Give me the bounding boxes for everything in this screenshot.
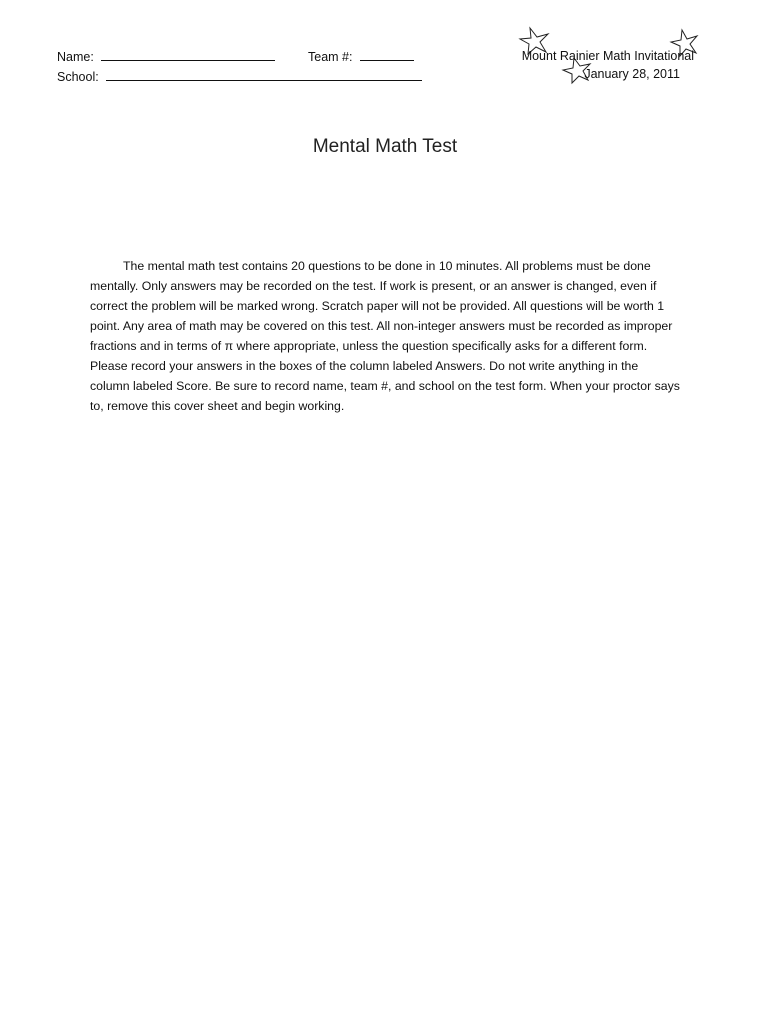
page-title: Mental Math Test: [312, 136, 458, 157]
event-title: Mount Rainier Math Invitational: [521, 49, 694, 63]
instructions-paragraph: The mental math test contains 20 questions to be done in 10 minutes. All problems must be done mentally. Only answers may be recorded on the test. If work is present, or an answer is changed, even if correct the problem will be marked wrong. Scratch paper will not be provided. All questions will be worth 1 point. Any area of math may be covered on this test. All non-integer answers must be recorded as improper fractions and in terms of π where appropriate, unless the question specifically asks for a different form. Please record your answers in the boxes of the column labeled Answers. Do not write anything in the column labeled Score. Be sure to record name, team #, and school on the test form. When your proctor says to, remove this cover sheet and begin working.: [90, 259, 680, 414]
school-label: School:: [57, 70, 99, 84]
school-blank-line: [106, 68, 422, 81]
name-field: [57, 48, 275, 65]
team-field: [308, 48, 414, 65]
team-blank-line: [360, 48, 414, 61]
event-date: January 28, 2011: [584, 67, 680, 81]
team-label: Team #:: [308, 50, 353, 64]
name-blank-line: [101, 48, 275, 61]
name-label: Name:: [57, 50, 94, 64]
event-info: [494, 47, 694, 83]
school-field: [57, 68, 422, 85]
